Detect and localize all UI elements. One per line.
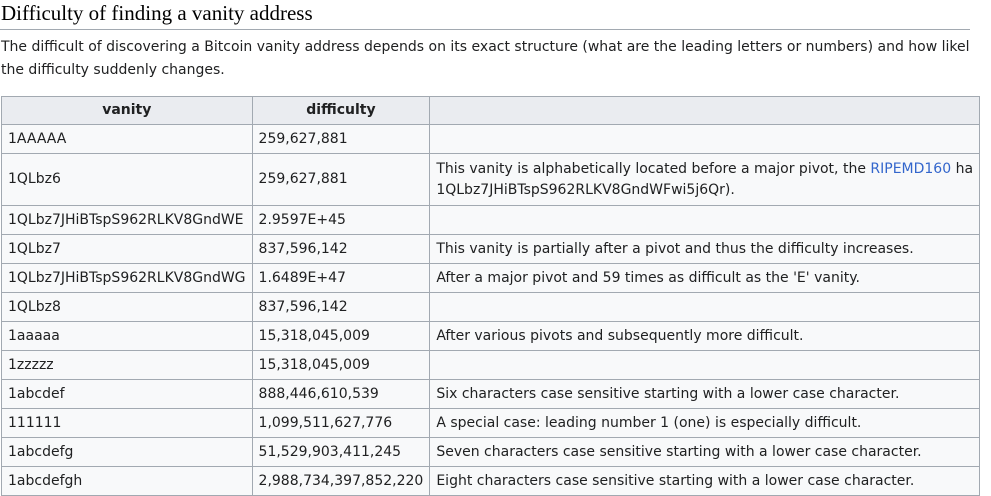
table-row: [2, 467, 980, 496]
table-header-row: [2, 97, 980, 125]
ripemd160-link[interactable]: RIPEMD160: [870, 160, 952, 177]
note-cell: [430, 293, 980, 322]
table-row: [2, 264, 980, 293]
difficulty-cell: 2,988,734,397,852,220: [252, 467, 430, 496]
difficulty-cell: 259,627,881: [252, 154, 430, 206]
vanity-cell: 1AAAAA: [2, 125, 253, 154]
difficulty-cell: 51,529,903,411,245: [252, 438, 430, 467]
table-row: [2, 235, 980, 264]
table-row: [2, 438, 980, 467]
table-row: [2, 154, 980, 206]
vanity-cell: 1abcdefg: [2, 438, 253, 467]
difficulty-cell: 837,596,142: [252, 235, 430, 264]
vanity-cell: 111111: [2, 409, 253, 438]
vanity-cell: 1abcdefgh: [2, 467, 253, 496]
note-cell: Seven characters case sensitive starting with a lower case character.: [430, 438, 980, 467]
note-cell: [430, 154, 980, 206]
vanity-cell: 1QLbz7JHiBTspS962RLKV8GndWG: [2, 264, 253, 293]
table-row: [2, 293, 980, 322]
vanity-cell: 1abcdef: [2, 380, 253, 409]
intro-paragraph: [1, 36, 991, 82]
vanity-cell: 1zzzzz: [2, 351, 253, 380]
difficulty-cell: 1.6489E+47: [252, 264, 430, 293]
table-row: [2, 206, 980, 235]
note-cell: Six characters case sensitive starting with a lower case character.: [430, 380, 980, 409]
intro-line-1: The difficult of discovering a Bitcoin vanity address depends on its exact structure (what are the leading letters or numbers) and how likel: [1, 39, 970, 55]
difficulty-cell: 15,318,045,009: [252, 322, 430, 351]
vanity-cell: 1aaaaa: [2, 322, 253, 351]
difficulty-cell: 837,596,142: [252, 293, 430, 322]
table-row: [2, 380, 980, 409]
note-cell: After various pivots and subsequently more difficult.: [430, 322, 980, 351]
difficulty-cell: 259,627,881: [252, 125, 430, 154]
table-row: [2, 322, 980, 351]
note-cell: [430, 125, 980, 154]
note-cell: After a major pivot and 59 times as difficult as the 'E' vanity.: [430, 264, 980, 293]
heading-divider: [0, 29, 970, 30]
note-cell: [430, 206, 980, 235]
note-cell: [430, 351, 980, 380]
note-text-before-link: This vanity is alphabetically located before a major pivot, the: [436, 160, 871, 177]
header-vanity[interactable]: vanity: [2, 97, 253, 125]
difficulty-cell: 15,318,045,009: [252, 351, 430, 380]
difficulty-cell: 888,446,610,539: [252, 380, 430, 409]
header-notes[interactable]: [430, 97, 980, 125]
vanity-cell: 1QLbz7: [2, 235, 253, 264]
vanity-difficulty-table: [1, 96, 980, 496]
note-cell: Eight characters case sensitive starting with a lower case character.: [430, 467, 980, 496]
note-cell: This vanity is partially after a pivot and thus the difficulty increases.: [430, 235, 980, 264]
note-line-1: [436, 159, 973, 180]
note-text-after-link: ha: [951, 160, 974, 177]
vanity-cell: 1QLbz8: [2, 293, 253, 322]
vanity-cell: 1QLbz6: [2, 154, 253, 206]
note-cell: A special case: leading number 1 (one) is especially difficult.: [430, 409, 980, 438]
table-row: [2, 351, 980, 380]
difficulty-cell: 2.9597E+45: [252, 206, 430, 235]
table-row: [2, 409, 980, 438]
table-row: [2, 125, 980, 154]
note-line-2: 1QLbz7JHiBTspS962RLKV8GndWFwi5j6Qr).: [436, 181, 735, 198]
section-heading: Difficulty of finding a vanity address: [1, 1, 313, 25]
intro-line-2: the difficulty suddenly changes.: [1, 62, 225, 78]
vanity-cell: 1QLbz7JHiBTspS962RLKV8GndWE: [2, 206, 253, 235]
header-difficulty[interactable]: difficulty: [252, 97, 430, 125]
difficulty-cell: 1,099,511,627,776: [252, 409, 430, 438]
